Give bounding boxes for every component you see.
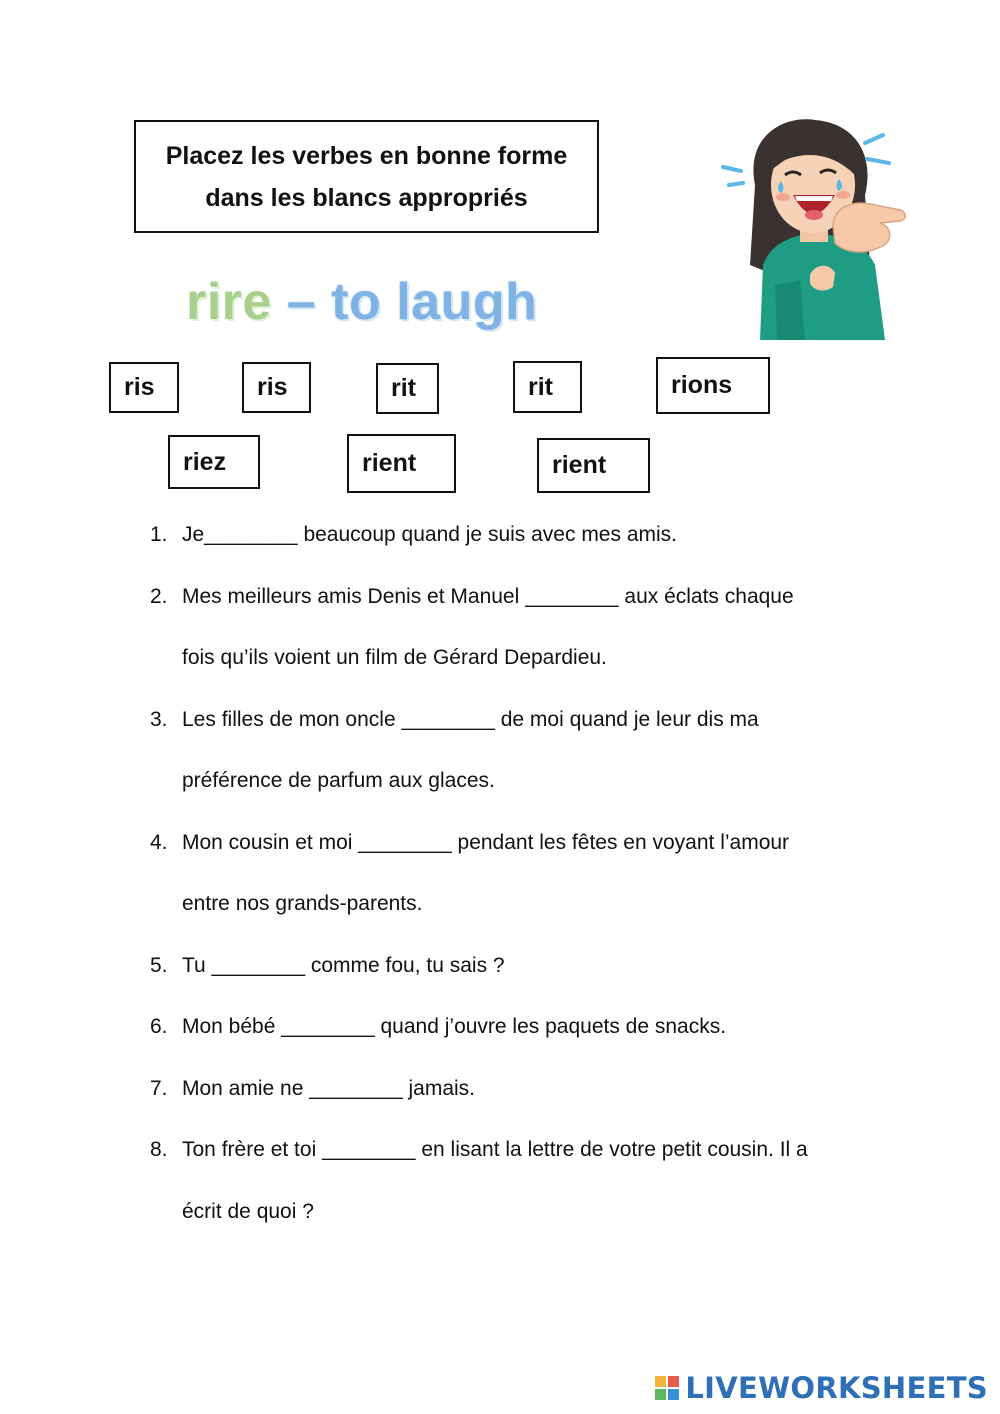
question-number: 7. — [150, 1076, 168, 1100]
question-text: Mon amie ne ________ jamais. — [182, 1076, 476, 1100]
word-chip[interactable] — [109, 362, 179, 413]
question-item — [150, 1058, 910, 1120]
question-number: 2. — [150, 584, 168, 608]
question-text-continued: préférence de parfum aux glaces. — [182, 769, 495, 792]
word-chip-label: ris — [257, 373, 288, 401]
instruction-text: Placez les verbes en bonne forme dans les blancs appropriés — [165, 141, 568, 212]
verb-title-dash: – — [286, 273, 317, 331]
word-chip-label: riez — [183, 447, 227, 476]
question-item — [150, 1119, 910, 1242]
question-text: Mon bébé ________ quand j’ouvre les paquets de snacks. — [182, 1015, 727, 1038]
word-chip[interactable] — [537, 438, 650, 493]
question-item — [150, 812, 910, 935]
question-number: 1. — [150, 523, 168, 546]
question-item — [150, 996, 910, 1058]
liveworksheets-logo-icon — [655, 1376, 679, 1400]
question-item — [150, 566, 910, 689]
word-chip[interactable] — [242, 362, 311, 413]
question-text: Les filles de mon oncle ________ de moi quand je leur dis ma — [182, 707, 759, 731]
liveworksheets-logo[interactable] — [655, 1370, 988, 1406]
question-number: 4. — [150, 830, 168, 854]
question-text: Mes meilleurs amis Denis et Manuel ________ aux éclats chaque — [182, 584, 794, 608]
question-list — [150, 504, 910, 1242]
question-text: Ton frère et toi ________ en lisant la lettre de votre petit cousin. Il a — [182, 1138, 808, 1161]
question-text-continued: entre nos grands-parents. — [182, 892, 423, 915]
question-text-continued: fois qu’ils voient un film de Gérard Depardieu. — [182, 646, 607, 669]
word-chip[interactable] — [347, 434, 456, 493]
question-item — [150, 504, 910, 566]
word-chip-label: rit — [528, 372, 553, 401]
liveworksheets-brand: LIVEWORKSHEETS — [685, 1371, 988, 1405]
word-chip[interactable] — [168, 435, 260, 489]
word-chip[interactable] — [656, 357, 770, 414]
question-text: Tu ________ comme fou, tu sais ? — [182, 953, 505, 977]
question-number: 8. — [150, 1138, 168, 1161]
instruction-box — [134, 120, 599, 233]
verb-title-meaning: to laugh — [331, 273, 538, 331]
question-item — [150, 935, 910, 997]
word-chip-label: rit — [391, 374, 416, 402]
word-chip[interactable] — [513, 361, 582, 413]
question-item — [150, 689, 910, 812]
question-number: 6. — [150, 1015, 168, 1038]
question-text-continued: écrit de quoi ? — [182, 1199, 314, 1223]
word-chip-label: rient — [362, 449, 417, 477]
question-number: 5. — [150, 953, 168, 977]
question-text: Je________ beaucoup quand je suis avec mes amis. — [182, 523, 677, 546]
word-chip-label: rions — [671, 371, 733, 399]
verb-title — [186, 272, 537, 332]
laughing-girl-icon — [715, 115, 915, 340]
verb-title-verb: rire — [186, 273, 272, 331]
question-text: Mon cousin et moi ________ pendant les fêtes en voyant l’amour — [182, 830, 790, 854]
question-number: 3. — [150, 707, 168, 731]
word-chip-label: ris — [124, 373, 155, 401]
word-chip[interactable] — [376, 363, 439, 414]
word-chip-label: rient — [552, 451, 607, 479]
